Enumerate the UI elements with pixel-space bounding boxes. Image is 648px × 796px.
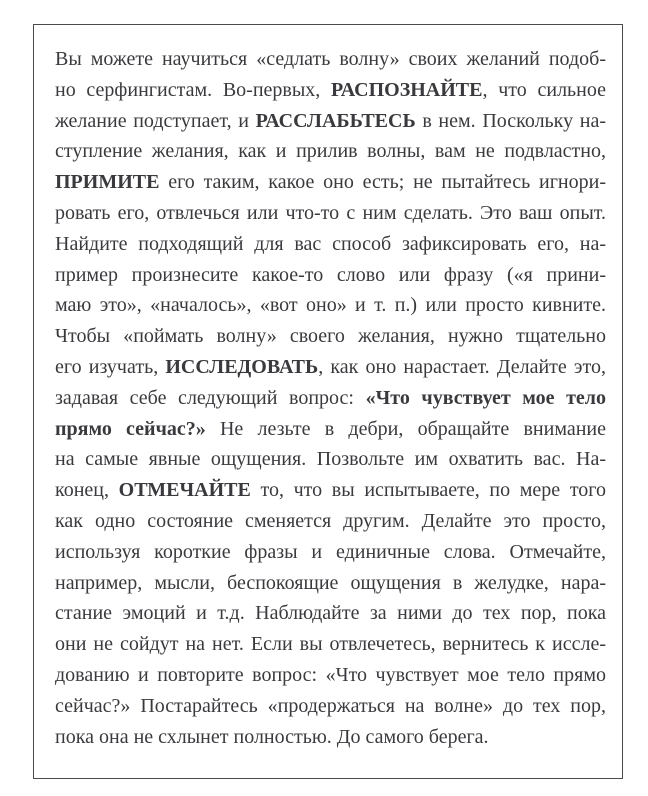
text-run: ступление желания, как и прилив волны, вам не подвластно, bbox=[55, 140, 606, 163]
text-run: сейчас?» Постарайтесь «продержаться на волне» до тех пор, bbox=[55, 694, 606, 717]
text-run: то, что вы испытываете, по мере того bbox=[250, 479, 607, 502]
text-run-bold: ОТМЕЧАЙТЕ bbox=[118, 479, 251, 502]
paragraph-line bbox=[55, 44, 606, 75]
paragraph-line bbox=[55, 290, 606, 321]
paragraph-line bbox=[55, 660, 606, 691]
paragraph-line bbox=[55, 722, 606, 753]
paragraph-line bbox=[55, 691, 606, 722]
text-run: например, мысли, беспокоящие ощущения в желудке, нара- bbox=[55, 571, 606, 594]
text-run: желание подступает, и bbox=[55, 109, 256, 132]
text-run-bold: ПРИМИТЕ bbox=[55, 171, 160, 194]
text-run: Чтобы «поймать волну» своего желания, нужно тщательно bbox=[55, 325, 606, 348]
text-run-bold: «Что чувствует мое тело bbox=[365, 386, 606, 409]
text-run-bold: РАССЛАБЬТЕСЬ bbox=[255, 109, 416, 132]
text-run: конец, bbox=[55, 479, 119, 502]
paragraph-line bbox=[55, 321, 606, 352]
text-frame-border bbox=[33, 24, 623, 779]
text-run: но серфингистам. Во-первых, bbox=[55, 78, 332, 101]
text-run: стание эмоций и т.д. Наблюдайте за ними до тех пор, пока bbox=[55, 602, 606, 625]
paragraph-line bbox=[55, 136, 606, 167]
paragraph-line bbox=[55, 598, 606, 629]
paragraph-line bbox=[55, 383, 606, 414]
paragraph-line bbox=[55, 475, 606, 506]
text-run: его таким, какое оно есть; не пытайтесь игнори- bbox=[159, 171, 606, 194]
text-run: как одно состояние сменяется другим. Делайте это просто, bbox=[55, 509, 606, 532]
text-run-bold: ИССЛЕДОВАТЬ bbox=[165, 355, 319, 378]
text-run: на самые явные ощущения. Позвольте им охватить вас. На- bbox=[55, 448, 606, 471]
text-run: маю это», «началось», «вот оно» и т. п.) или просто кивните. bbox=[55, 294, 606, 317]
paragraph-line bbox=[55, 260, 606, 291]
paragraph-line bbox=[55, 444, 606, 475]
exercise-paragraph bbox=[34, 25, 622, 752]
text-run: дованию и повторите вопрос: «Что чувствует мое тело прямо bbox=[55, 663, 606, 686]
paragraph-line bbox=[55, 352, 606, 383]
paragraph-line bbox=[55, 537, 606, 568]
text-run-bold: прямо сейчас?» bbox=[55, 417, 206, 440]
paragraph-line bbox=[55, 198, 606, 229]
paragraph-line bbox=[55, 568, 606, 599]
paragraph-line bbox=[55, 414, 606, 445]
text-run: Найдите подходящий для вас способ зафиксировать его, на- bbox=[55, 232, 606, 255]
text-run-bold: РАСПОЗНАЙТЕ bbox=[331, 78, 483, 101]
text-run: ровать его, отвлечься или что-то с ним сделать. Это ваш опыт. bbox=[55, 201, 606, 224]
text-run: они не сойдут на нет. Если вы отвлечетесь, вернитесь к иссле- bbox=[55, 633, 606, 656]
text-run: , что сильное bbox=[482, 78, 607, 101]
text-run: пока она не схлынет полностью. До самого берега. bbox=[55, 725, 489, 748]
text-run: задавая себе следующий вопрос: bbox=[55, 386, 366, 409]
text-run: в нем. Поскольку на- bbox=[415, 109, 606, 132]
text-run: пример произнесите какое-то слово или фразу («я прини- bbox=[55, 263, 606, 286]
text-run: его изучать, bbox=[55, 355, 166, 378]
paragraph-line bbox=[55, 106, 606, 137]
paragraph-line bbox=[55, 229, 606, 260]
paragraph-line bbox=[55, 506, 606, 537]
paragraph-line bbox=[55, 629, 606, 660]
paragraph-line bbox=[55, 167, 606, 198]
paragraph-line bbox=[55, 75, 606, 106]
text-run: Не лезьте в дебри, обращайте внимание bbox=[205, 417, 606, 440]
text-run: Вы можете научиться «седлать волну» своих желаний подоб- bbox=[55, 48, 606, 70]
text-run: используя короткие фразы и единичные слова. Отмечайте, bbox=[55, 540, 606, 563]
text-run: , как оно нарастает. Делайте это, bbox=[318, 355, 606, 378]
